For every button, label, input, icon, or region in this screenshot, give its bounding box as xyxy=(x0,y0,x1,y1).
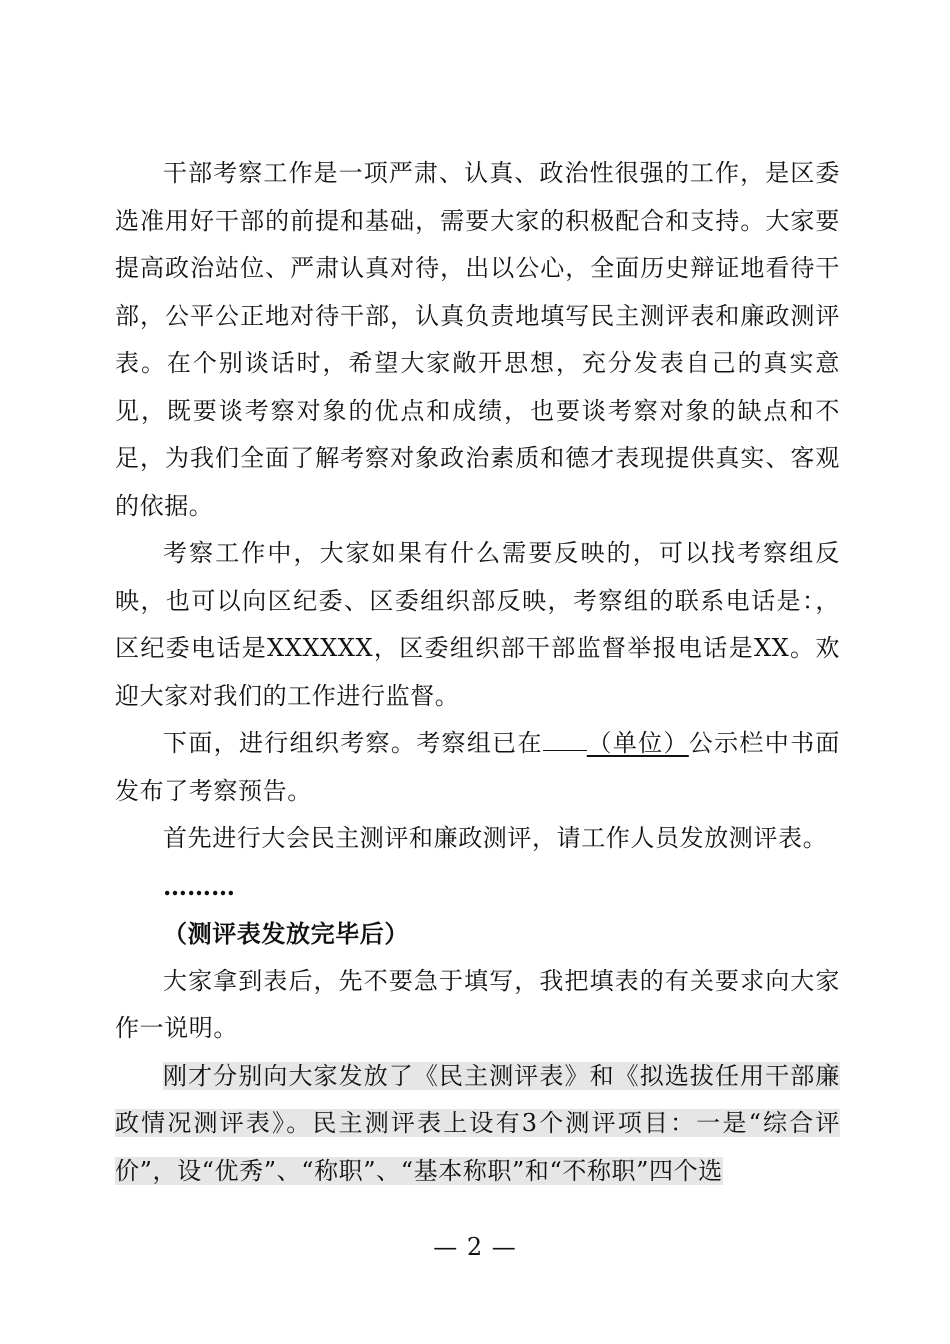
blank-underline xyxy=(543,730,587,751)
page-number: — 2 — xyxy=(433,1233,517,1261)
document-body xyxy=(115,150,840,1195)
section-heading: （测评表发放完毕后） xyxy=(163,919,409,948)
ellipsis-dots: ……… xyxy=(163,871,235,901)
paragraph-contact-info: 考察工作中，大家如果有什么需要反映的，可以找考察组反映，也可以向区纪委、区委组织部反映，考察组的联系电话是：，区纪委电话是XXXXXX，区委组织部干部监督举报电话是XX。欢迎大家对我们的工作进行监督。 xyxy=(115,539,840,710)
highlighted-text: 刚才分别向大家发放了《民主测评表》和《拟选拔任用干部廉政情况测评表》。民主测评表上设有3个测评项目：一是“综合评价”，设“优秀”、“称职”、“基本称职”和“不称职”四个选 xyxy=(115,1061,840,1185)
paragraph-evaluation-forms xyxy=(115,1053,840,1196)
unit-placeholder: （单位） xyxy=(586,729,689,757)
notice-text-after: 公示栏中书面发布了考察预告。 xyxy=(115,729,840,805)
paragraph-inspection-notice xyxy=(115,720,840,815)
paragraph-inspection-importance: 干部考察工作是一项严肃、认真、政治性很强的工作，是区委选准用好干部的前提和基础，需要大家的积极配合和支持。大家要提高政治站位、严肃认真对待，出以公心，全面历史辩证地看待干部，公平公正地对待干部，认真负责地填写民主测评表和廉政测评表。在个别谈话时，希望大家敞开思想，充分发表自己的真实意见，既要谈考察对象的优点和成绩，也要谈考察对象的缺点和不足，为我们全面了解考察对象政治素质和德才表现提供真实、客观的依据。 xyxy=(115,159,840,520)
paragraph-distribute-forms: 首先进行大会民主测评和廉政测评，请工作人员发放测评表。 xyxy=(163,824,828,852)
paragraph-form-instructions: 大家拿到表后，先不要急于填写，我把填表的有关要求向大家作一说明。 xyxy=(115,966,840,1042)
notice-text-before: 下面，进行组织考察。考察组已在 xyxy=(163,729,543,757)
